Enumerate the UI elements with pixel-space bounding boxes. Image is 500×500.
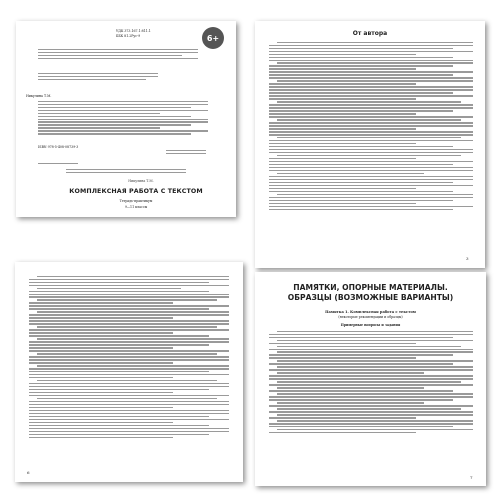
isbn-label: ISBN 978-5-408-08739-3 (38, 145, 79, 149)
foreword-title: От автора (352, 30, 388, 37)
section-title-line1: ПАМЯТКИ, ОПОРНЫЕ МАТЕРИАЛЫ. (293, 283, 448, 292)
divider (38, 163, 78, 164)
questions-label: Примерные вопросы и задания (340, 323, 401, 327)
catalog-description (38, 99, 208, 136)
catalog-codes (166, 148, 206, 156)
page-number: 7 (470, 475, 473, 480)
grade-range: 9—11 классы (124, 205, 148, 209)
imprint-page (16, 21, 236, 217)
bbk-code: ББК 81.2Рус-9 (116, 34, 141, 38)
imprint-header-text (38, 47, 198, 61)
section-title-line2: ОБРАЗЦЫ (ВОЗМОЖНЫЕ ВАРИАНТЫ) (287, 293, 454, 302)
foreword-page (255, 21, 485, 268)
page6-body (29, 274, 229, 440)
author-name: Никулина Т.М. (26, 94, 52, 98)
author-name-repeat: Никулина Т.М. (128, 179, 154, 183)
memo-subheading: (некоторые рекомендации и образцы) (338, 315, 403, 319)
foreword-body (269, 40, 473, 212)
age-rating-badge: 6+ (202, 27, 224, 49)
page7-body (269, 329, 473, 435)
book-subtitle: Тетрадь-практикум (119, 199, 153, 203)
udk-code: УДК 373.167.1:811.1 (116, 29, 151, 33)
exercise-page (15, 262, 243, 482)
section-title (255, 283, 486, 303)
book-title: КОМПЛЕКСНАЯ РАБОТА С ТЕКСТОМ (69, 188, 203, 195)
credits-text (66, 167, 186, 175)
memo-heading: Памятка 1. Комплексная работа с текстом (325, 310, 416, 314)
page-number: 3 (466, 256, 469, 261)
page-number: 6 (27, 470, 30, 475)
editors-text (38, 71, 158, 82)
reference-page (255, 272, 486, 486)
